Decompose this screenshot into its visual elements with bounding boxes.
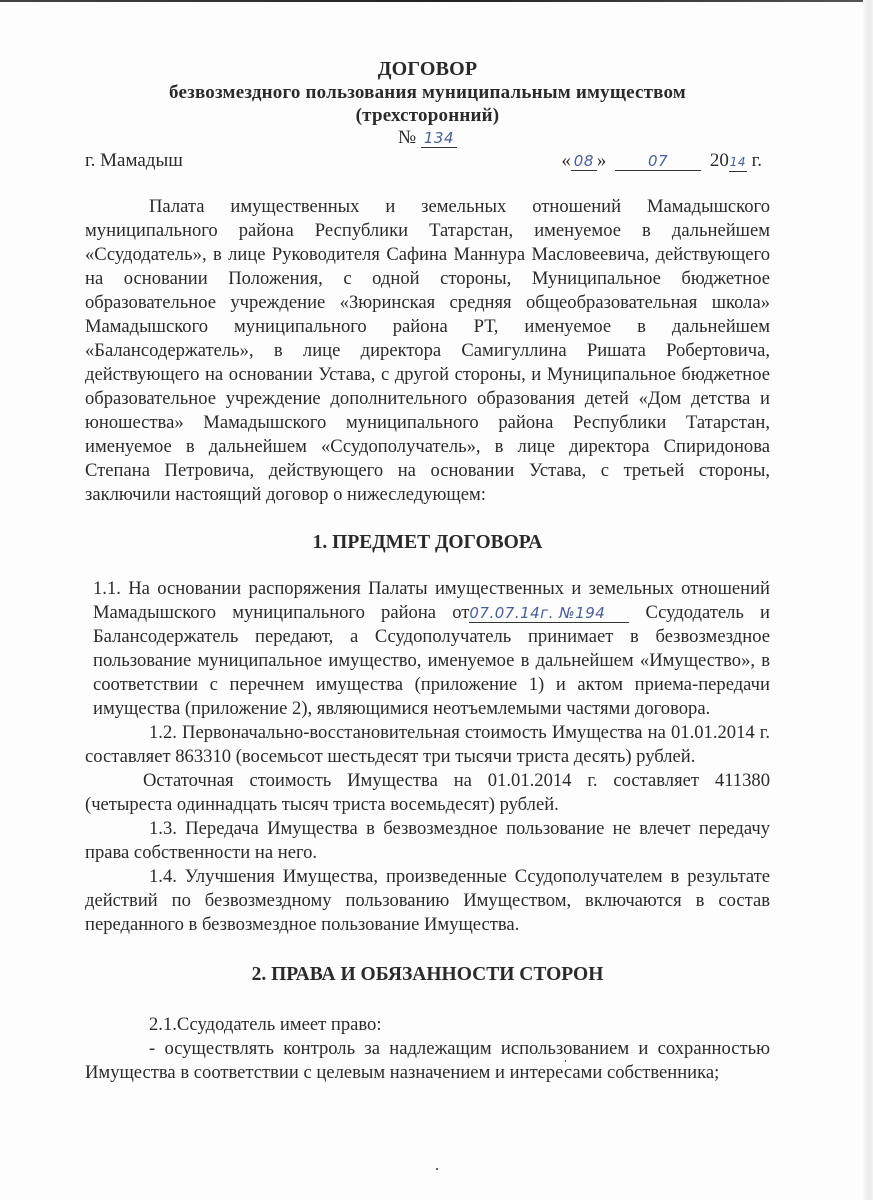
section-2-title: 2. ПРАВА И ОБЯЗАННОСТИ СТОРОН — [251, 964, 604, 985]
date-close-quote: » — [596, 150, 607, 171]
clause-1-1-order-field — [469, 604, 629, 623]
contract-number — [85, 127, 770, 149]
scan-right-edge — [863, 0, 873, 1200]
number-label: № — [398, 127, 417, 148]
scan-speck — [436, 1168, 438, 1170]
date-month-field — [615, 152, 701, 171]
clause-1-3: 1.3. Передача Имущества в безвозмездное пользование не влечет передачу права собственности на него. — [85, 818, 770, 863]
date-year-field — [729, 152, 747, 172]
contract-document — [85, 58, 770, 1085]
date-open-quote: « — [561, 150, 571, 171]
date-day-field — [571, 152, 597, 171]
section-1-title: 1. ПРЕДМЕТ ДОГОВОРА — [312, 532, 543, 553]
place-date-line — [85, 149, 770, 173]
contract-date — [561, 149, 762, 173]
document-subtitle: безвозмездного пользования муниципальным имуществом — [169, 82, 686, 103]
document-title: ДОГОВОР — [377, 58, 478, 80]
clause-1-1-text-start: 1.1. На основании распоряжения Палаты имущественных и земельных отношений Мамадышского муниципального района от — [93, 578, 770, 623]
handwritten-order-ref: 07.07.14г. №194 — [469, 604, 606, 622]
document-type: (трехсторонний) — [355, 105, 500, 126]
city: г. Мамадыш — [85, 150, 183, 171]
number-field — [421, 129, 457, 148]
handwritten-day: 08 — [573, 152, 594, 170]
residual-value-paragraph: Остаточная стоимость Имущества на 01.01.2014 г. составляет 411380 (четыреста одиннадцать тысяч триста восемьдесят) рублей. — [85, 770, 770, 815]
handwritten-year: 14 — [729, 155, 746, 169]
clause-2-1: 2.1.Ссудодатель имеет право: — [149, 1014, 382, 1035]
clause-1-2: 1.2. Первоначально-восстановительная стоимость Имущества на 01.01.2014 г. составляет 863310 (восемьсот шестьдесят три тысячи триста десять) рублей. — [85, 722, 770, 767]
scan-speck — [565, 1060, 566, 1062]
scan-top-edge — [0, 0, 873, 2]
preamble-paragraph: Палата имущественных и земельных отношений Мамадышского муниципального района Республики Татарстан, именуемое в дальнейшем «Ссудодатель», в лице Руководителя Сафина Маннура Масловеевича, действующего на основании Положения, с одной стороны, Муниципальное бюджетное образовательное учреждение «Зюринская средняя общеобразовательная школа» Мамадышского муниципального района РТ, именуемое в дальнейшем «Балансодержатель», в лице директора Самигуллина Ришата Робертовича, действующего на основании Устава, с другой стороны, и Муниципальное бюджетное образовательное учреждение дополнительного образования детей «Дом детства и юношества» Мамадышского муниципального района Республики Татарстан, именуемое в дальнейшем «Ссудополучатель», в лице директора Спиридонова Степана Петровича, действующего на основании Устава, с третьей стороны, заключили настоящий договор о нижеследующем: — [85, 196, 770, 505]
date-year-prefix: 20 — [709, 150, 729, 171]
clause-2-1-item-1: - осуществлять контроль за надлежащим использованием и сохранностью Имущества в соответствии с целевым назначением и интересами собственника; — [85, 1038, 770, 1083]
date-year-unit: г. — [751, 150, 762, 171]
clause-1-1 — [85, 577, 770, 721]
clause-1-4: 1.4. Улучшения Имущества, произведенные Ссудополучателем в результате действий по безвозмездному пользованию Имуществом, включаются в состав переданного в безвозмездное пользование Имущества. — [85, 866, 770, 935]
handwritten-month: 07 — [648, 152, 669, 170]
handwritten-number: 134 — [423, 129, 454, 147]
clause-1-1-text-end: Ссудодатель и Балансодержатель передают, а Ссудополучатель принимает в безвозмездное пользование муниципальное имущество, именуемое в дальнейшем «Имущество», в соответствии с перечнем имущества (приложение 1) и актом приема-передачи имущества (приложение 2), являющимися неотъемлемыми частями договора. — [93, 602, 770, 719]
